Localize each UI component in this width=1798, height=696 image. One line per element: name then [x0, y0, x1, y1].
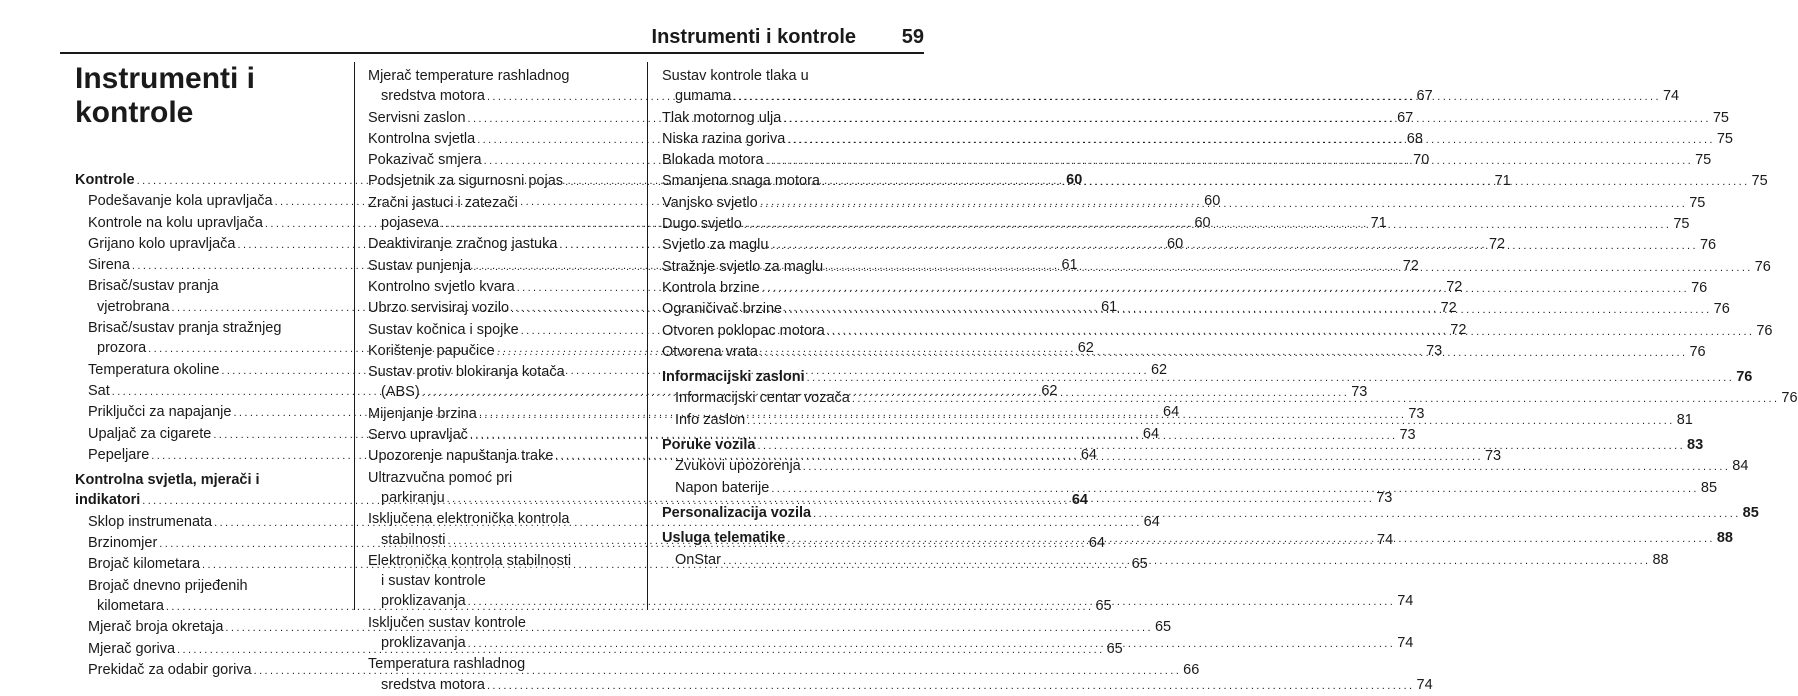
toc-entry[interactable]: Zvukovi upozorenja ..... 84	[662, 456, 924, 477]
toc-entry[interactable]: Brojač kilometara ..... 65	[75, 554, 337, 575]
toc-entry-line[interactable]: Brojač dnevno prijeđenih	[88, 577, 248, 594]
toc-entry[interactable]: OnStar ..... 88	[662, 550, 924, 571]
toc-entry[interactable]: Blokada motora ..... 75	[662, 150, 924, 171]
page-header	[60, 18, 924, 54]
toc-entry[interactable]: Podsjetnik za sigurnosni pojas ..... 71	[368, 171, 631, 192]
toc-entry[interactable]: Upaljač za cigarete ..... 64	[75, 424, 337, 445]
toc-entry[interactable]: parkiranju ..... 73	[368, 488, 631, 509]
toc-entry[interactable]: sredstva motora ..... 67	[368, 86, 631, 107]
toc-entry[interactable]: Servisni zaslon ..... 67	[368, 108, 631, 129]
toc-entry[interactable]: prozora ..... 62	[75, 338, 337, 359]
toc-section[interactable]: Usluga telematike ..... 88	[662, 528, 924, 549]
toc-entry[interactable]: Kontrolna svjetla ..... 68	[368, 129, 631, 150]
toc-section[interactable]: indikatori ..... 64	[75, 490, 337, 511]
toc-entry-line[interactable]: Elektronička kontrola stabilnosti	[368, 552, 572, 569]
toc-entry[interactable]: sredstva motora ..... 74	[368, 675, 631, 696]
toc-entry-line[interactable]: Zračni jastuci i zatezači	[368, 194, 518, 211]
toc-entry[interactable]: pojaseva ..... 71	[368, 213, 631, 234]
toc-entry[interactable]: Vanjsko svjetlo ..... 75	[662, 193, 924, 214]
toc-entry[interactable]: Mjerač goriva ..... 65	[75, 639, 337, 660]
toc-entry[interactable]: kilometara ..... 65	[75, 596, 337, 617]
toc-entry[interactable]: Stražnje svjetlo za maglu ..... 76	[662, 257, 924, 278]
toc-entry[interactable]: Napon baterije ..... 85	[662, 478, 924, 499]
toc-entry[interactable]: Podešavanje kola upravljača ..... 60	[75, 191, 337, 212]
toc-section[interactable]: Informacijski zasloni ..... 76	[662, 367, 924, 388]
toc-entry-line[interactable]: i sustav kontrole	[381, 573, 486, 590]
toc-entry[interactable]: Svjetlo za maglu ..... 76	[662, 235, 924, 256]
toc-entry[interactable]: Korištenje papučice ..... 73	[368, 341, 631, 362]
toc-entry[interactable]: Tlak motornog ulja ..... 75	[662, 108, 924, 129]
toc-entry[interactable]: Info zaslon ..... 81	[662, 410, 924, 431]
toc-entry-line[interactable]: Brisač/sustav pranja	[88, 278, 219, 295]
toc-entry[interactable]: Kontrole na kolu upravljača ..... 60	[75, 213, 337, 234]
toc-entry[interactable]: Ograničivač brzine ..... 76	[662, 299, 924, 320]
toc-entry[interactable]: Dugo svjetlo ..... 75	[662, 214, 924, 235]
toc-entry[interactable]: Deaktiviranje zračnog jastuka ..... 72	[368, 234, 631, 255]
toc-entry[interactable]: Kontrolno svjetlo kvara ..... 72	[368, 277, 631, 298]
toc-entry-line[interactable]: Sustav kontrole tlaka u	[662, 68, 809, 84]
toc-entry[interactable]: Pokazivač smjera ..... 70	[368, 150, 631, 171]
toc-entry[interactable]: gumama ..... 74	[662, 86, 924, 107]
toc-entry-line[interactable]: Isključena elektronička kontrola	[368, 511, 570, 528]
toc-entry[interactable]: Kontrola brzine ..... 76	[662, 278, 924, 299]
toc-entry[interactable]: Otvorena vrata ..... 76	[662, 342, 924, 363]
toc-section[interactable]: Personalizacija vozila ..... 85	[662, 503, 924, 524]
toc-entry[interactable]: Mijenjanje brzina ..... 73	[368, 404, 631, 425]
toc-entry[interactable]: Pepeljare ..... 64	[75, 445, 337, 466]
toc-entry[interactable]: Smanjena snaga motora ..... 75	[662, 171, 924, 192]
toc-entry[interactable]: Priključci za napajanje ..... 64	[75, 402, 337, 423]
toc-entry[interactable]: Niska razina goriva ..... 75	[662, 129, 924, 150]
toc-entry[interactable]: Upozorenje napuštanja trake ..... 73	[368, 446, 631, 467]
toc-entry[interactable]: Sustav punjenja ..... 72	[368, 256, 631, 277]
toc-entry[interactable]: Grijano kolo upravljača ..... 60	[75, 234, 337, 255]
toc-entry[interactable]: (ABS) ..... 73	[368, 382, 631, 403]
toc-entry[interactable]: Informacijski centar vozača ..... 76	[662, 388, 924, 409]
toc-entry[interactable]: Ubrzo servisiraj vozilo ..... 72	[368, 298, 631, 319]
toc-entry[interactable]: stabilnosti ..... 74	[368, 530, 631, 551]
toc-entry[interactable]: Sat ..... 62	[75, 381, 337, 402]
toc-entry[interactable]: vjetrobrana ..... 61	[75, 297, 337, 318]
toc-entry-line[interactable]: Sustav protiv blokiranja kotača	[368, 364, 565, 381]
toc-entry[interactable]: proklizavanja ..... 74	[368, 591, 631, 612]
toc-section-line[interactable]: Kontrolna svjetla, mjerači i	[75, 472, 260, 489]
toc-section[interactable]: Poruke vozila ..... 83	[662, 435, 924, 456]
toc-entry[interactable]: Otvoren poklopac motora ..... 76	[662, 321, 924, 342]
toc-entry[interactable]: Sirena ..... 61	[75, 255, 337, 276]
toc-entry[interactable]: Sklop instrumenata ..... 64	[75, 512, 337, 533]
toc-entry[interactable]: Servo upravljač ..... 73	[368, 425, 631, 446]
toc-entry-line[interactable]: Temperatura rashladnog	[368, 656, 526, 673]
toc-entry[interactable]: Mjerač broja okretaja ..... 65	[75, 617, 337, 638]
toc-entry[interactable]: Prekidač za odabir goriva ..... 66	[75, 660, 337, 681]
toc-entry-line[interactable]: Mjerač temperature rashladnog	[368, 68, 570, 84]
header-title: Instrumenti i kontrole	[651, 26, 856, 48]
toc-entry-line[interactable]: Ultrazvučna pomoć pri	[368, 469, 513, 486]
toc-entry-line[interactable]: Brisač/sustav pranja stražnjeg	[88, 320, 282, 337]
toc-entry[interactable]: Sustav kočnica i spojke ..... 72	[368, 320, 631, 341]
chapter-title: Instrumenti i kontrole	[75, 62, 256, 129]
toc-section[interactable]: Kontrole ..... 60	[75, 170, 337, 191]
page-number: 59	[901, 26, 924, 48]
toc-entry[interactable]: Brzinomjer ..... 64	[75, 533, 337, 554]
toc-entry[interactable]: Temperatura okoline ..... 62	[75, 360, 337, 381]
toc-entry-line[interactable]: Isključen sustav kontrole	[368, 614, 526, 631]
toc-entry[interactable]: proklizavanja ..... 74	[368, 633, 631, 654]
